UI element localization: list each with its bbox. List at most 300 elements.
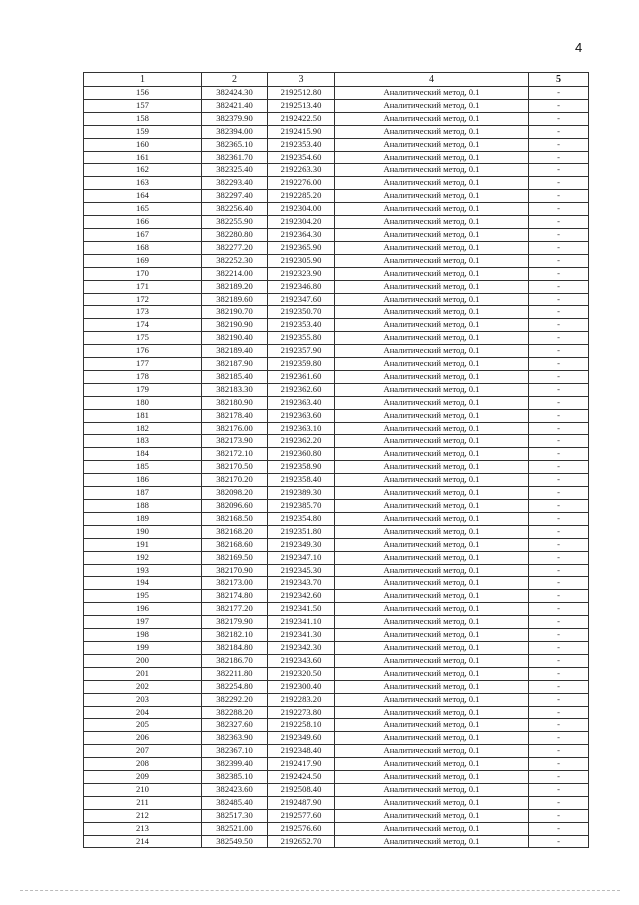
method-cell: Аналитический метод, 0.1 [335, 667, 529, 680]
point-number-cell: 196 [84, 603, 202, 616]
method-cell: Аналитический метод, 0.1 [335, 564, 529, 577]
table-row [84, 564, 589, 577]
x-coordinate-cell: 382379.90 [202, 112, 268, 125]
point-number-cell: 182 [84, 422, 202, 435]
point-number-cell: 158 [84, 112, 202, 125]
dash-cell: - [529, 358, 589, 371]
y-coordinate-cell: 2192652.70 [268, 835, 335, 848]
table-row [84, 783, 589, 796]
dash-cell: - [529, 654, 589, 667]
x-coordinate-cell: 382421.40 [202, 99, 268, 112]
point-number-cell: 165 [84, 203, 202, 216]
y-coordinate-cell: 2192353.40 [268, 138, 335, 151]
dash-cell: - [529, 306, 589, 319]
point-number-cell: 164 [84, 190, 202, 203]
y-coordinate-cell: 2192347.10 [268, 551, 335, 564]
point-number-cell: 174 [84, 319, 202, 332]
x-coordinate-cell: 382365.10 [202, 138, 268, 151]
point-number-cell: 187 [84, 487, 202, 500]
y-coordinate-cell: 2192417.90 [268, 758, 335, 771]
point-number-cell: 180 [84, 396, 202, 409]
y-coordinate-cell: 2192363.60 [268, 409, 335, 422]
point-number-cell: 167 [84, 228, 202, 241]
method-cell: Аналитический метод, 0.1 [335, 125, 529, 138]
table-row [84, 345, 589, 358]
method-cell: Аналитический метод, 0.1 [335, 641, 529, 654]
table-row [84, 358, 589, 371]
point-number-cell: 193 [84, 564, 202, 577]
x-coordinate-cell: 382485.40 [202, 796, 268, 809]
dash-cell: - [529, 616, 589, 629]
dash-cell: - [529, 112, 589, 125]
method-cell: Аналитический метод, 0.1 [335, 512, 529, 525]
dash-cell: - [529, 590, 589, 603]
y-coordinate-cell: 2192341.30 [268, 629, 335, 642]
x-coordinate-cell: 382423.60 [202, 783, 268, 796]
method-cell: Аналитический метод, 0.1 [335, 370, 529, 383]
x-coordinate-cell: 382189.60 [202, 293, 268, 306]
point-number-cell: 209 [84, 771, 202, 784]
dash-cell: - [529, 370, 589, 383]
point-number-cell: 203 [84, 693, 202, 706]
dash-cell: - [529, 241, 589, 254]
method-cell: Аналитический метод, 0.1 [335, 164, 529, 177]
dash-cell: - [529, 216, 589, 229]
point-number-cell: 197 [84, 616, 202, 629]
y-coordinate-cell: 2192361.60 [268, 370, 335, 383]
header-col-2: 2 [202, 73, 268, 87]
x-coordinate-cell: 382190.40 [202, 332, 268, 345]
point-number-cell: 205 [84, 719, 202, 732]
dash-cell: - [529, 435, 589, 448]
y-coordinate-cell: 2192323.90 [268, 267, 335, 280]
table-row [84, 151, 589, 164]
table-row [84, 293, 589, 306]
x-coordinate-cell: 382186.70 [202, 654, 268, 667]
y-coordinate-cell: 2192345.30 [268, 564, 335, 577]
y-coordinate-cell: 2192347.60 [268, 293, 335, 306]
y-coordinate-cell: 2192283.20 [268, 693, 335, 706]
x-coordinate-cell: 382185.40 [202, 370, 268, 383]
point-number-cell: 191 [84, 538, 202, 551]
table-row [84, 641, 589, 654]
table-row [84, 409, 589, 422]
dash-cell: - [529, 474, 589, 487]
point-number-cell: 202 [84, 680, 202, 693]
x-coordinate-cell: 382172.10 [202, 448, 268, 461]
table-row [84, 138, 589, 151]
x-coordinate-cell: 382254.80 [202, 680, 268, 693]
method-cell: Аналитический метод, 0.1 [335, 771, 529, 784]
method-cell: Аналитический метод, 0.1 [335, 332, 529, 345]
table-row [84, 500, 589, 513]
table-row [84, 680, 589, 693]
point-number-cell: 183 [84, 435, 202, 448]
x-coordinate-cell: 382180.90 [202, 396, 268, 409]
dash-cell: - [529, 693, 589, 706]
dash-cell: - [529, 267, 589, 280]
header-col-5: 5 [529, 73, 589, 87]
dash-cell: - [529, 758, 589, 771]
dash-cell: - [529, 667, 589, 680]
x-coordinate-cell: 382277.20 [202, 241, 268, 254]
y-coordinate-cell: 2192343.70 [268, 577, 335, 590]
y-coordinate-cell: 2192576.60 [268, 822, 335, 835]
method-cell: Аналитический метод, 0.1 [335, 345, 529, 358]
table-row [84, 732, 589, 745]
y-coordinate-cell: 2192577.60 [268, 809, 335, 822]
method-cell: Аналитический метод, 0.1 [335, 835, 529, 848]
table-row [84, 538, 589, 551]
x-coordinate-cell: 382174.80 [202, 590, 268, 603]
method-cell: Аналитический метод, 0.1 [335, 306, 529, 319]
x-coordinate-cell: 382211.80 [202, 667, 268, 680]
dash-cell: - [529, 461, 589, 474]
x-coordinate-cell: 382098.20 [202, 487, 268, 500]
x-coordinate-cell: 382178.40 [202, 409, 268, 422]
method-cell: Аналитический метод, 0.1 [335, 138, 529, 151]
table-row [84, 164, 589, 177]
table-row [84, 306, 589, 319]
y-coordinate-cell: 2192351.80 [268, 525, 335, 538]
x-coordinate-cell: 382361.70 [202, 151, 268, 164]
y-coordinate-cell: 2192276.00 [268, 177, 335, 190]
y-coordinate-cell: 2192415.90 [268, 125, 335, 138]
y-coordinate-cell: 2192258.10 [268, 719, 335, 732]
y-coordinate-cell: 2192346.80 [268, 280, 335, 293]
y-coordinate-cell: 2192358.40 [268, 474, 335, 487]
table-row [84, 99, 589, 112]
table-row [84, 693, 589, 706]
y-coordinate-cell: 2192348.40 [268, 745, 335, 758]
dash-cell: - [529, 125, 589, 138]
dash-cell: - [529, 512, 589, 525]
point-number-cell: 177 [84, 358, 202, 371]
dash-cell: - [529, 448, 589, 461]
dash-cell: - [529, 551, 589, 564]
point-number-cell: 163 [84, 177, 202, 190]
point-number-cell: 192 [84, 551, 202, 564]
table-row [84, 370, 589, 383]
dash-cell: - [529, 190, 589, 203]
table-row [84, 835, 589, 848]
table-row [84, 190, 589, 203]
table-row [84, 319, 589, 332]
method-cell: Аналитический метод, 0.1 [335, 409, 529, 422]
table-row [84, 241, 589, 254]
y-coordinate-cell: 2192362.60 [268, 383, 335, 396]
point-number-cell: 190 [84, 525, 202, 538]
table-row [84, 590, 589, 603]
x-coordinate-cell: 382399.40 [202, 758, 268, 771]
x-coordinate-cell: 382184.80 [202, 641, 268, 654]
table-row [84, 577, 589, 590]
y-coordinate-cell: 2192343.60 [268, 654, 335, 667]
dash-cell: - [529, 332, 589, 345]
table-row [84, 654, 589, 667]
point-number-cell: 175 [84, 332, 202, 345]
table-row [84, 422, 589, 435]
x-coordinate-cell: 382252.30 [202, 254, 268, 267]
table-row [84, 487, 589, 500]
method-cell: Аналитический метод, 0.1 [335, 293, 529, 306]
x-coordinate-cell: 382168.60 [202, 538, 268, 551]
dash-cell: - [529, 706, 589, 719]
dash-cell: - [529, 719, 589, 732]
point-number-cell: 211 [84, 796, 202, 809]
table-row [84, 396, 589, 409]
table-row [84, 383, 589, 396]
method-cell: Аналитический метод, 0.1 [335, 474, 529, 487]
table-row [84, 280, 589, 293]
y-coordinate-cell: 2192364.30 [268, 228, 335, 241]
x-coordinate-cell: 382168.50 [202, 512, 268, 525]
method-cell: Аналитический метод, 0.1 [335, 203, 529, 216]
y-coordinate-cell: 2192365.90 [268, 241, 335, 254]
header-col-4: 4 [335, 73, 529, 87]
method-cell: Аналитический метод, 0.1 [335, 241, 529, 254]
method-cell: Аналитический метод, 0.1 [335, 319, 529, 332]
y-coordinate-cell: 2192357.90 [268, 345, 335, 358]
dash-cell: - [529, 254, 589, 267]
point-number-cell: 170 [84, 267, 202, 280]
point-number-cell: 198 [84, 629, 202, 642]
table-row [84, 603, 589, 616]
x-coordinate-cell: 382173.00 [202, 577, 268, 590]
method-cell: Аналитический метод, 0.1 [335, 448, 529, 461]
point-number-cell: 178 [84, 370, 202, 383]
dash-cell: - [529, 409, 589, 422]
y-coordinate-cell: 2192422.50 [268, 112, 335, 125]
footer-divider [20, 890, 620, 891]
table-row [84, 125, 589, 138]
dash-cell: - [529, 771, 589, 784]
dash-cell: - [529, 345, 589, 358]
dash-cell: - [529, 203, 589, 216]
x-coordinate-cell: 382293.40 [202, 177, 268, 190]
y-coordinate-cell: 2192389.30 [268, 487, 335, 500]
table-row [84, 525, 589, 538]
x-coordinate-cell: 382367.10 [202, 745, 268, 758]
dash-cell: - [529, 99, 589, 112]
point-number-cell: 185 [84, 461, 202, 474]
x-coordinate-cell: 382517.30 [202, 809, 268, 822]
point-number-cell: 188 [84, 500, 202, 513]
y-coordinate-cell: 2192513.40 [268, 99, 335, 112]
point-number-cell: 162 [84, 164, 202, 177]
table-row [84, 551, 589, 564]
y-coordinate-cell: 2192285.20 [268, 190, 335, 203]
dash-cell: - [529, 796, 589, 809]
x-coordinate-cell: 382424.30 [202, 87, 268, 100]
x-coordinate-cell: 382173.90 [202, 435, 268, 448]
method-cell: Аналитический метод, 0.1 [335, 190, 529, 203]
dash-cell: - [529, 564, 589, 577]
point-number-cell: 161 [84, 151, 202, 164]
method-cell: Аналитический метод, 0.1 [335, 796, 529, 809]
method-cell: Аналитический метод, 0.1 [335, 99, 529, 112]
dash-cell: - [529, 745, 589, 758]
y-coordinate-cell: 2192350.70 [268, 306, 335, 319]
y-coordinate-cell: 2192304.20 [268, 216, 335, 229]
table-row [84, 448, 589, 461]
method-cell: Аналитический метод, 0.1 [335, 693, 529, 706]
dash-cell: - [529, 835, 589, 848]
dash-cell: - [529, 396, 589, 409]
y-coordinate-cell: 2192304.00 [268, 203, 335, 216]
dash-cell: - [529, 138, 589, 151]
method-cell: Аналитический метод, 0.1 [335, 383, 529, 396]
method-cell: Аналитический метод, 0.1 [335, 603, 529, 616]
point-number-cell: 156 [84, 87, 202, 100]
x-coordinate-cell: 382096.60 [202, 500, 268, 513]
y-coordinate-cell: 2192353.40 [268, 319, 335, 332]
table-header-row [84, 73, 589, 87]
method-cell: Аналитический метод, 0.1 [335, 461, 529, 474]
y-coordinate-cell: 2192363.40 [268, 396, 335, 409]
header-col-1: 1 [84, 73, 202, 87]
dash-cell: - [529, 383, 589, 396]
y-coordinate-cell: 2192263.30 [268, 164, 335, 177]
dash-cell: - [529, 809, 589, 822]
table-row [84, 809, 589, 822]
x-coordinate-cell: 382179.90 [202, 616, 268, 629]
method-cell: Аналитический метод, 0.1 [335, 538, 529, 551]
x-coordinate-cell: 382288.20 [202, 706, 268, 719]
dash-cell: - [529, 538, 589, 551]
point-number-cell: 159 [84, 125, 202, 138]
method-cell: Аналитический метод, 0.1 [335, 216, 529, 229]
point-number-cell: 173 [84, 306, 202, 319]
x-coordinate-cell: 382363.90 [202, 732, 268, 745]
dash-cell: - [529, 822, 589, 835]
dash-cell: - [529, 151, 589, 164]
point-number-cell: 172 [84, 293, 202, 306]
dash-cell: - [529, 228, 589, 241]
point-number-cell: 199 [84, 641, 202, 654]
method-cell: Аналитический метод, 0.1 [335, 732, 529, 745]
point-number-cell: 213 [84, 822, 202, 835]
x-coordinate-cell: 382521.00 [202, 822, 268, 835]
point-number-cell: 200 [84, 654, 202, 667]
point-number-cell: 176 [84, 345, 202, 358]
table-row [84, 796, 589, 809]
method-cell: Аналитический метод, 0.1 [335, 745, 529, 758]
dash-cell: - [529, 680, 589, 693]
y-coordinate-cell: 2192385.70 [268, 500, 335, 513]
dash-cell: - [529, 603, 589, 616]
x-coordinate-cell: 382394.00 [202, 125, 268, 138]
x-coordinate-cell: 382187.90 [202, 358, 268, 371]
y-coordinate-cell: 2192342.30 [268, 641, 335, 654]
y-coordinate-cell: 2192424.50 [268, 771, 335, 784]
table-row [84, 435, 589, 448]
x-coordinate-cell: 382280.80 [202, 228, 268, 241]
dash-cell: - [529, 641, 589, 654]
x-coordinate-cell: 382190.90 [202, 319, 268, 332]
y-coordinate-cell: 2192487.90 [268, 796, 335, 809]
method-cell: Аналитический метод, 0.1 [335, 577, 529, 590]
header-col-3: 3 [268, 73, 335, 87]
dash-cell: - [529, 280, 589, 293]
method-cell: Аналитический метод, 0.1 [335, 435, 529, 448]
table-row [84, 203, 589, 216]
y-coordinate-cell: 2192349.30 [268, 538, 335, 551]
point-number-cell: 171 [84, 280, 202, 293]
point-number-cell: 194 [84, 577, 202, 590]
table-row [84, 87, 589, 100]
table-row [84, 177, 589, 190]
table-row [84, 822, 589, 835]
table-row [84, 254, 589, 267]
dash-cell: - [529, 177, 589, 190]
dash-cell: - [529, 87, 589, 100]
x-coordinate-cell: 382170.50 [202, 461, 268, 474]
y-coordinate-cell: 2192354.60 [268, 151, 335, 164]
method-cell: Аналитический метод, 0.1 [335, 719, 529, 732]
x-coordinate-cell: 382170.90 [202, 564, 268, 577]
method-cell: Аналитический метод, 0.1 [335, 706, 529, 719]
table-row [84, 616, 589, 629]
y-coordinate-cell: 2192362.20 [268, 435, 335, 448]
point-number-cell: 206 [84, 732, 202, 745]
y-coordinate-cell: 2192358.90 [268, 461, 335, 474]
dash-cell: - [529, 577, 589, 590]
dash-cell: - [529, 525, 589, 538]
method-cell: Аналитический метод, 0.1 [335, 654, 529, 667]
y-coordinate-cell: 2192363.10 [268, 422, 335, 435]
y-coordinate-cell: 2192342.60 [268, 590, 335, 603]
table-row [84, 112, 589, 125]
table-body [84, 87, 589, 848]
y-coordinate-cell: 2192341.10 [268, 616, 335, 629]
x-coordinate-cell: 382214.00 [202, 267, 268, 280]
y-coordinate-cell: 2192305.90 [268, 254, 335, 267]
y-coordinate-cell: 2192341.50 [268, 603, 335, 616]
x-coordinate-cell: 382190.70 [202, 306, 268, 319]
y-coordinate-cell: 2192320.50 [268, 667, 335, 680]
dash-cell: - [529, 732, 589, 745]
point-number-cell: 186 [84, 474, 202, 487]
point-number-cell: 168 [84, 241, 202, 254]
x-coordinate-cell: 382183.30 [202, 383, 268, 396]
y-coordinate-cell: 2192349.60 [268, 732, 335, 745]
table-row [84, 461, 589, 474]
coordinates-table [83, 72, 589, 848]
table-row [84, 474, 589, 487]
x-coordinate-cell: 382549.50 [202, 835, 268, 848]
y-coordinate-cell: 2192512.80 [268, 87, 335, 100]
y-coordinate-cell: 2192273.80 [268, 706, 335, 719]
point-number-cell: 166 [84, 216, 202, 229]
y-coordinate-cell: 2192355.80 [268, 332, 335, 345]
x-coordinate-cell: 382177.20 [202, 603, 268, 616]
point-number-cell: 201 [84, 667, 202, 680]
table-row [84, 719, 589, 732]
method-cell: Аналитический метод, 0.1 [335, 500, 529, 513]
method-cell: Аналитический метод, 0.1 [335, 809, 529, 822]
y-coordinate-cell: 2192359.80 [268, 358, 335, 371]
point-number-cell: 210 [84, 783, 202, 796]
x-coordinate-cell: 382325.40 [202, 164, 268, 177]
point-number-cell: 157 [84, 99, 202, 112]
dash-cell: - [529, 422, 589, 435]
x-coordinate-cell: 382170.20 [202, 474, 268, 487]
method-cell: Аналитический метод, 0.1 [335, 396, 529, 409]
method-cell: Аналитический метод, 0.1 [335, 680, 529, 693]
method-cell: Аналитический метод, 0.1 [335, 280, 529, 293]
point-number-cell: 204 [84, 706, 202, 719]
